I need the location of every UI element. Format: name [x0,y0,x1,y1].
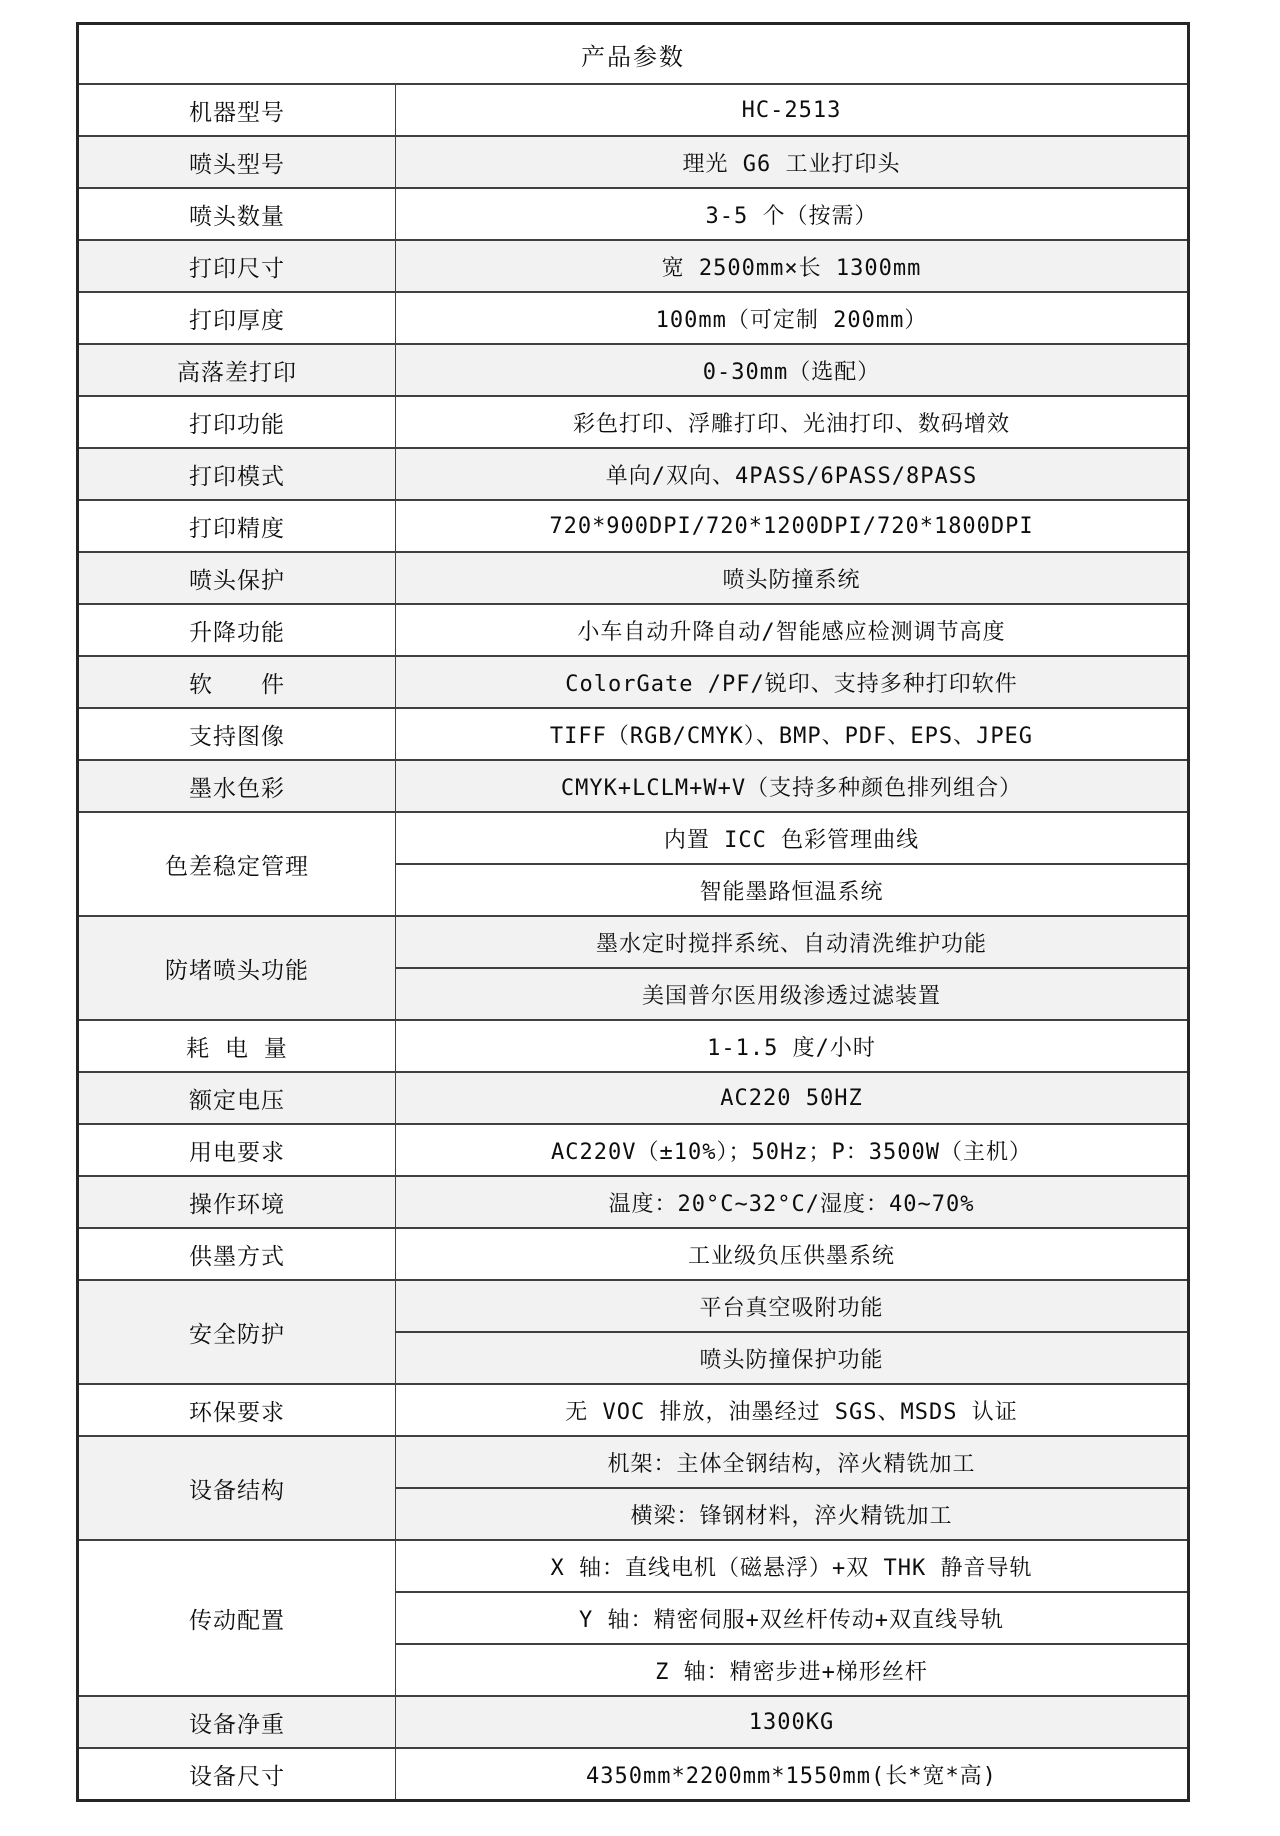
spec-value: Y 轴：精密伺服+双丝杆传动+双直线导轨 [396,1592,1189,1644]
table-row [78,1696,1189,1748]
spec-value: AC220 50HZ [396,1072,1189,1124]
spec-value: 横梁：锋钢材料，淬火精铣加工 [396,1488,1189,1540]
spec-value: 智能墨路恒温系统 [396,864,1189,916]
spec-label: 安全防护 [78,1280,396,1384]
spec-value: CMYK+LCLM+W+V（支持多种颜色排列组合） [396,760,1189,812]
table-row [78,396,1189,448]
spec-label: 打印模式 [78,448,396,500]
spec-value: 墨水定时搅拌系统、自动清洗维护功能 [396,916,1189,968]
table-row [78,188,1189,240]
spec-value: Z 轴：精密步进+梯形丝杆 [396,1644,1189,1696]
table-row [78,1020,1189,1072]
spec-value: 4350mm*2200mm*1550mm(长*宽*高) [396,1748,1189,1801]
table-row [78,1176,1189,1228]
spec-label: 设备尺寸 [78,1748,396,1801]
spec-value: 平台真空吸附功能 [396,1280,1189,1332]
table-row [78,292,1189,344]
spec-value: 内置 ICC 色彩管理曲线 [396,812,1189,864]
spec-value: HC-2513 [396,84,1189,136]
table-row [78,84,1189,136]
spec-label: 打印精度 [78,500,396,552]
spec-label: 设备净重 [78,1696,396,1748]
spec-label: 环保要求 [78,1384,396,1436]
spec-value: X 轴：直线电机（磁悬浮）+双 THK 静音导轨 [396,1540,1189,1592]
spec-label: 色差稳定管理 [78,812,396,916]
table-row [78,1384,1189,1436]
table-row [78,916,1189,968]
spec-label: 传动配置 [78,1540,396,1696]
table-row [78,760,1189,812]
spec-label: 墨水色彩 [78,760,396,812]
table-row [78,1280,1189,1332]
table-row [78,1228,1189,1280]
spec-value: 100mm（可定制 200mm） [396,292,1189,344]
table-header-row [78,24,1189,85]
spec-value: 机架：主体全钢结构，淬火精铣加工 [396,1436,1189,1488]
spec-label: 软 件 [78,656,396,708]
spec-value: ColorGate /PF/锐印、支持多种打印软件 [396,656,1189,708]
spec-value: 工业级负压供墨系统 [396,1228,1189,1280]
table-row [78,812,1189,864]
spec-label: 供墨方式 [78,1228,396,1280]
spec-label: 防堵喷头功能 [78,916,396,1020]
spec-label: 支持图像 [78,708,396,760]
table-title: 产品参数 [78,24,1189,85]
spec-value: 无 VOC 排放，油墨经过 SGS、MSDS 认证 [396,1384,1189,1436]
spec-value: 美国普尔医用级渗透过滤装置 [396,968,1189,1020]
spec-label: 打印功能 [78,396,396,448]
spec-label: 用电要求 [78,1124,396,1176]
spec-value: 温度：20°C~32°C/湿度：40~70% [396,1176,1189,1228]
spec-label: 喷头保护 [78,552,396,604]
spec-label: 打印尺寸 [78,240,396,292]
spec-value: 喷头防撞保护功能 [396,1332,1189,1384]
product-spec-table [76,22,1190,1802]
spec-value: AC220V（±10%）；50Hz；P：3500W（主机） [396,1124,1189,1176]
table-row [78,240,1189,292]
table-row [78,1748,1189,1801]
table-row [78,1436,1189,1488]
table-row [78,1072,1189,1124]
table-row [78,708,1189,760]
spec-value: 理光 G6 工业打印头 [396,136,1189,188]
spec-value: 1-1.5 度/小时 [396,1020,1189,1072]
spec-value: TIFF（RGB/CMYK）、BMP、PDF、EPS、JPEG [396,708,1189,760]
spec-label: 耗 电 量 [78,1020,396,1072]
table-row [78,448,1189,500]
table-row [78,500,1189,552]
spec-label: 设备结构 [78,1436,396,1540]
spec-value: 3-5 个（按需） [396,188,1189,240]
spec-value: 0-30mm（选配） [396,344,1189,396]
spec-label: 额定电压 [78,1072,396,1124]
spec-value: 单向/双向、4PASS/6PASS/8PASS [396,448,1189,500]
spec-label: 喷头型号 [78,136,396,188]
table-row [78,1124,1189,1176]
spec-label: 喷头数量 [78,188,396,240]
spec-label: 机器型号 [78,84,396,136]
table-row [78,136,1189,188]
spec-label: 升降功能 [78,604,396,656]
spec-label: 操作环境 [78,1176,396,1228]
spec-label: 高落差打印 [78,344,396,396]
table-row [78,1540,1189,1592]
spec-value: 小车自动升降自动/智能感应检测调节高度 [396,604,1189,656]
spec-label: 打印厚度 [78,292,396,344]
table-row [78,656,1189,708]
table-row [78,604,1189,656]
spec-value: 喷头防撞系统 [396,552,1189,604]
spec-value: 1300KG [396,1696,1189,1748]
spec-value: 彩色打印、浮雕打印、光油打印、数码增效 [396,396,1189,448]
spec-value: 720*900DPI/720*1200DPI/720*1800DPI [396,500,1189,552]
table-row [78,552,1189,604]
spec-value: 宽 2500mm×长 1300mm [396,240,1189,292]
table-row [78,344,1189,396]
